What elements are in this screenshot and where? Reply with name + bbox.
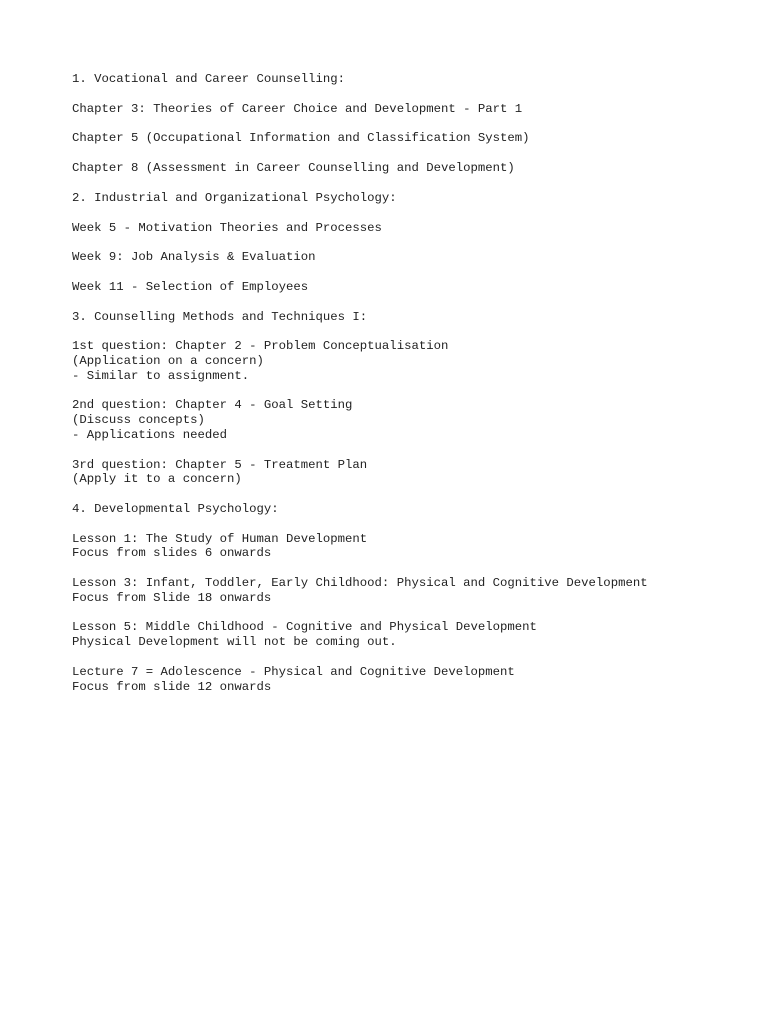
text-line: 2nd question: Chapter 4 - Goal Setting	[72, 398, 353, 413]
section-4	[72, 502, 752, 694]
text-line: Focus from slides 6 onwards	[72, 546, 272, 561]
text-line: Lesson 1: The Study of Human Development	[72, 531, 368, 546]
list-item	[72, 339, 752, 383]
document-body	[72, 72, 752, 709]
list-item	[72, 398, 752, 442]
list-item	[72, 280, 752, 295]
section-2	[72, 191, 752, 295]
list-item	[72, 458, 752, 487]
text-line: Chapter 5 (Occupational Information and Classification System)	[72, 131, 530, 146]
list-item	[72, 161, 752, 176]
text-line: Week 11 - Selection of Employees	[72, 279, 309, 294]
text-line: Chapter 3: Theories of Career Choice and Development - Part 1	[72, 101, 523, 116]
list-item	[72, 131, 752, 146]
text-line: Focus from slide 12 onwards	[72, 679, 272, 694]
text-line: Week 5 - Motivation Theories and Processes	[72, 220, 382, 235]
section-title: 2. Industrial and Organizational Psychology:	[72, 190, 397, 205]
list-item	[72, 532, 752, 561]
section-1	[72, 72, 752, 176]
text-line: (Application on a concern)	[72, 354, 264, 369]
list-item	[72, 620, 752, 649]
text-line: Physical Development will not be coming out.	[72, 635, 397, 650]
text-line: Chapter 8 (Assessment in Career Counselling and Development)	[72, 161, 515, 176]
list-item	[72, 250, 752, 265]
text-line: Focus from Slide 18 onwards	[72, 590, 272, 605]
text-line: 1st question: Chapter 2 - Problem Conceptualisation	[72, 339, 449, 354]
text-line: Lesson 3: Infant, Toddler, Early Childhood: Physical and Cognitive Development	[72, 576, 648, 591]
list-item	[72, 221, 752, 236]
text-line: Week 9: Job Analysis & Evaluation	[72, 250, 316, 265]
list-item	[72, 665, 752, 694]
section-title: 3. Counselling Methods and Techniques I:	[72, 309, 368, 324]
text-line: (Discuss concepts)	[72, 413, 205, 428]
list-item	[72, 102, 752, 117]
text-line: - Similar to assignment.	[72, 368, 250, 383]
text-line: Lecture 7 = Adolescence - Physical and Cognitive Development	[72, 664, 515, 679]
text-line: (Apply it to a concern)	[72, 472, 242, 487]
section-title: 1. Vocational and Career Counselling:	[72, 72, 346, 86]
text-line: - Applications needed	[72, 427, 227, 442]
text-line: 3rd question: Chapter 5 - Treatment Plan	[72, 457, 368, 472]
list-item	[72, 576, 752, 605]
section-3	[72, 310, 752, 487]
section-title: 4. Developmental Psychology:	[72, 501, 279, 516]
text-line: Lesson 5: Middle Childhood - Cognitive and Physical Development	[72, 620, 537, 635]
